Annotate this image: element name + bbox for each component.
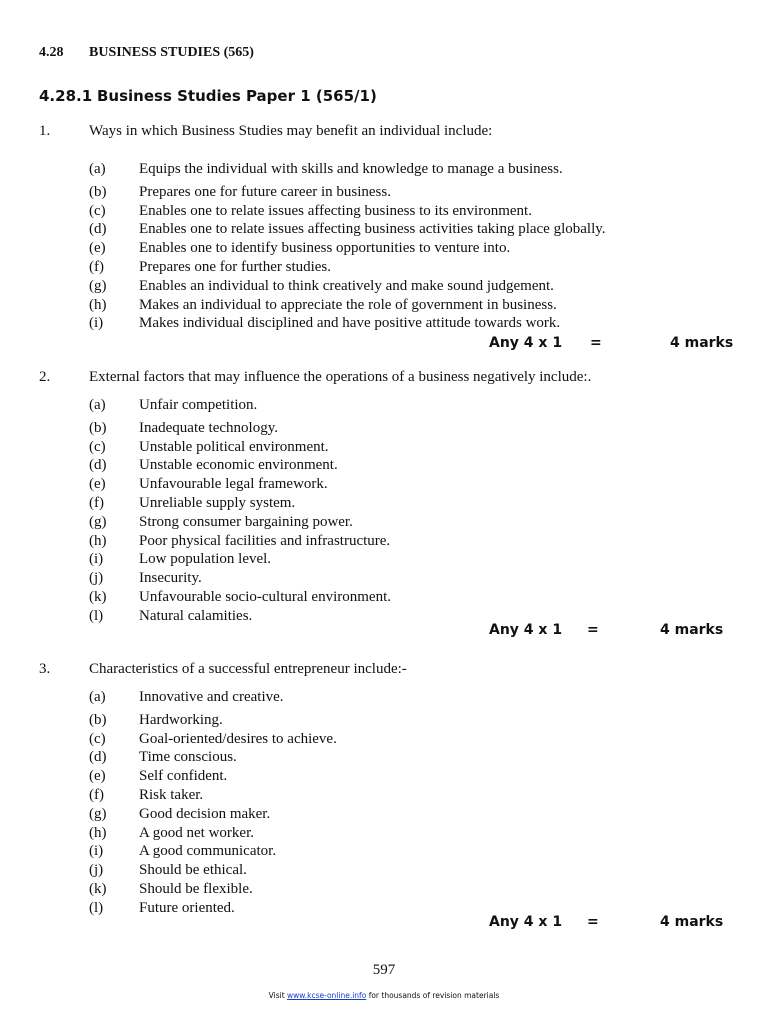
footer-prefix: Visit [268, 991, 285, 1000]
list-item-text: Enables one to relate issues affecting business activities taking place globally. [139, 221, 606, 238]
list-item-label: (e) [89, 240, 106, 257]
list-item-label: (f) [89, 495, 104, 511]
list-item-label: (j) [89, 570, 104, 587]
section-number: 4.28 [39, 45, 64, 60]
list-item-text: Self confident. [139, 768, 228, 785]
list-item-label: (a) [89, 689, 106, 705]
list-item-text: Prepares one for further studies. [139, 259, 332, 275]
footer-link[interactable]: www.kcse-online.info [287, 991, 367, 1000]
list-item-text: A good net worker. [139, 824, 254, 841]
list-item-text: Enables an individual to think creatively and make sound judgement. [139, 277, 554, 294]
list-item-text: Low population level. [139, 551, 272, 568]
list-item-text: Makes an individual to appreciate the role of government in business. [139, 296, 557, 313]
list-item-text: Inadequate technology. [139, 419, 278, 436]
list-item-label: (b) [89, 711, 107, 728]
marks-total: 4 marks [670, 335, 734, 351]
footer-suffix: for thousands of revision materials [368, 991, 500, 1000]
subsection-title: Business Studies Paper 1 (565/1) [97, 87, 377, 105]
list-item-text: A good communicator. [139, 843, 277, 860]
list-item-label: (d) [89, 749, 107, 766]
list-item-label: (j) [89, 862, 104, 879]
marks-total: 4 marks [660, 622, 724, 638]
marks-equals: = [590, 335, 602, 351]
list-item-text: Unstable economic environment. [139, 457, 338, 474]
list-item-label: (a) [89, 161, 106, 177]
list-item-text: Unfavourable socio-cultural environment. [139, 589, 391, 605]
list-item-text: Enables one to relate issues affecting business to its environment. [139, 202, 532, 219]
list-item-text: Unreliable supply system. [139, 495, 296, 511]
subsection-number: 4.28.1 [39, 87, 93, 105]
list-item-label: (k) [89, 589, 107, 605]
list-item-text: Innovative and creative. [139, 689, 284, 705]
list-item-text: Strong consumer bargaining power. [139, 513, 353, 530]
list-item-label: (f) [89, 787, 104, 803]
list-item-text: Natural calamities. [139, 607, 253, 624]
list-item-label: (a) [89, 397, 106, 413]
list-item-text: Future oriented. [139, 899, 235, 916]
page-number: 597 [372, 962, 396, 978]
list-item-label: (h) [89, 824, 107, 841]
list-item-label: (i) [89, 315, 104, 332]
list-item-text: Risk taker. [139, 787, 204, 803]
list-item-label: (d) [89, 457, 107, 474]
question-prompt: Characteristics of a successful entrepreneur include:- [89, 661, 407, 677]
list-item-text: Poor physical facilities and infrastructure. [139, 532, 391, 549]
list-item-label: (e) [89, 476, 106, 493]
list-item-label: (b) [89, 419, 107, 436]
marks-equals: = [587, 914, 599, 930]
list-item-text: Equips the individual with skills and knowledge to manage a business. [139, 161, 563, 177]
marks-any: Any 4 x 1 [489, 335, 563, 351]
marks-any: Any 4 x 1 [489, 914, 563, 930]
list-item-text: Should be ethical. [139, 862, 247, 879]
marks-total: 4 marks [660, 914, 724, 930]
list-item-label: (c) [89, 438, 106, 455]
list-item-label: (g) [89, 513, 107, 530]
list-item-text: Unfavourable legal framework. [139, 476, 328, 493]
list-item-label: (i) [89, 551, 104, 568]
footer-note [0, 991, 768, 1000]
list-item-label: (b) [89, 183, 107, 200]
list-item-text: Insecurity. [139, 570, 202, 587]
list-item-text: Time conscious. [139, 749, 237, 766]
marks-equals: = [587, 622, 599, 638]
question-number: 3. [39, 661, 51, 677]
list-item-label: (i) [89, 843, 104, 860]
list-item-text: Should be flexible. [139, 881, 253, 897]
section-title: BUSINESS STUDIES (565) [89, 45, 254, 60]
list-item-label: (c) [89, 730, 106, 747]
list-item-label: (c) [89, 202, 106, 219]
list-item-label: (l) [89, 899, 104, 916]
list-item-text: Hardworking. [139, 711, 223, 728]
list-item-label: (h) [89, 532, 107, 549]
question-prompt: Ways in which Business Studies may benefit an individual include: [89, 123, 493, 139]
list-item-text: Good decision maker. [139, 805, 271, 822]
list-item-label: (k) [89, 881, 107, 897]
list-item-text: Unstable political environment. [139, 438, 329, 455]
list-item-label: (h) [89, 296, 107, 313]
question-prompt: External factors that may influence the operations of a business negatively include:. [89, 369, 592, 385]
question-number: 1. [39, 123, 51, 139]
list-item-label: (g) [89, 805, 107, 822]
list-item-text: Enables one to identify business opportunities to venture into. [139, 240, 511, 257]
list-item-text: Makes individual disciplined and have positive attitude towards work. [139, 315, 561, 332]
list-item-text: Unfair competition. [139, 397, 258, 413]
list-item-label: (f) [89, 259, 104, 275]
list-item-text: Goal-oriented/desires to achieve. [139, 730, 337, 747]
question-number: 2. [39, 369, 51, 385]
list-item-label: (g) [89, 277, 107, 294]
list-item-label: (e) [89, 768, 106, 785]
list-item-text: Prepares one for future career in business. [139, 183, 391, 200]
list-item-label: (l) [89, 607, 104, 624]
marks-any: Any 4 x 1 [489, 622, 563, 638]
list-item-label: (d) [89, 221, 107, 238]
